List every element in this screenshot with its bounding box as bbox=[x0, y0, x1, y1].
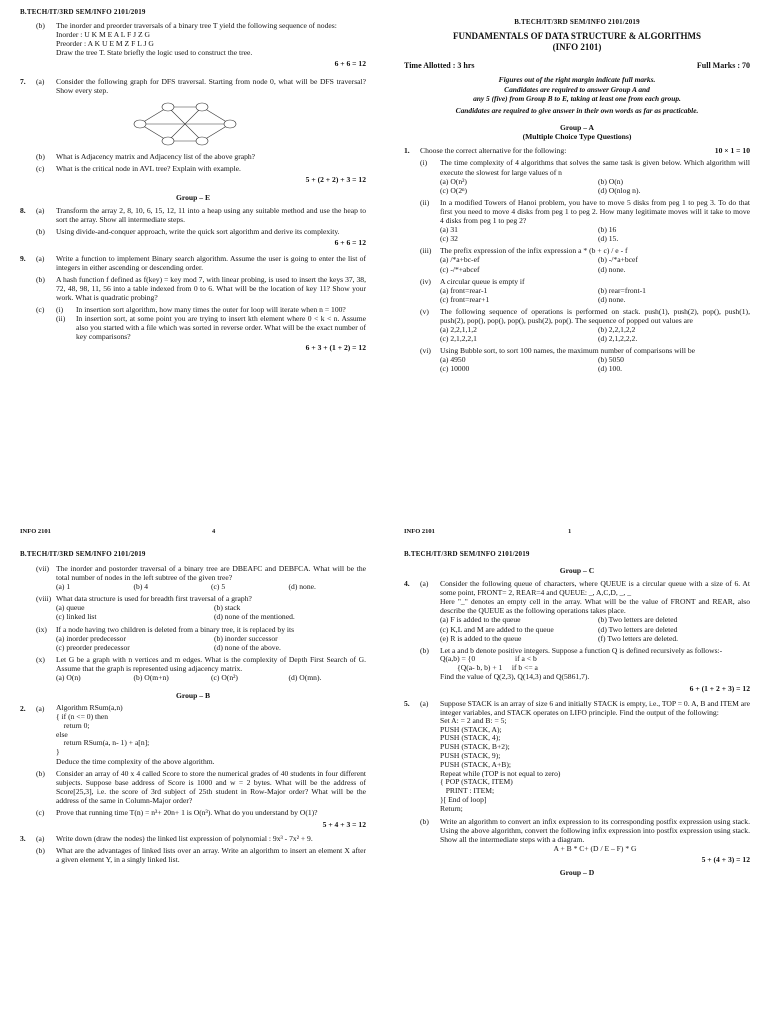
mcq-label: (iii) bbox=[420, 246, 432, 256]
mcq-spacer bbox=[20, 625, 36, 652]
mcq-option: (a) 2,2,1,1,2 bbox=[440, 325, 477, 335]
mcq-spacer bbox=[404, 346, 420, 373]
q7a-label: (a) bbox=[36, 76, 45, 86]
q9b-text: A hash function f defined as f(key) = key mod 7, with linear probing, is used to insert the keys 37, 38, 72, 48, 98, 11, 56 into a table indexed from 0 to 6. What will be the location of key 11? Show your work. What is quadratic probing? bbox=[56, 274, 366, 302]
mcq-option: (b) 4 bbox=[133, 582, 149, 592]
mcq-body bbox=[440, 246, 750, 273]
mcq-body bbox=[56, 564, 366, 591]
page-header: B.TECH/IT/3RD SEM/INFO 2101/2019 bbox=[20, 550, 146, 558]
q2a-label: (a) bbox=[36, 704, 45, 714]
q4a-option: (b) Two letters are deleted bbox=[598, 615, 678, 625]
q3b-text: What are the advantages of linked lists over an array. Write an algorithm to insert an element X after a given element Y, in a singly linked list. bbox=[56, 845, 366, 864]
mcq-question: Using Bubble sort, to sort 100 names, the maximum number of comparisons will be bbox=[440, 346, 695, 356]
page-header: B.TECH/IT/3RD SEM/INFO 2101/2019 bbox=[514, 18, 640, 26]
q6b-text: The inorder and preorder traversals of a binary tree T yield the following sequence of nodes: bbox=[56, 21, 337, 31]
mcq-options bbox=[440, 255, 750, 273]
dfs-graph-figure bbox=[130, 99, 240, 149]
q9c-ii-text: In insertion sort, at some point you are trying to insert kth element where 0 < k < n. Assume also you started with a file which was sorted in reverse order. What will be the exact number of key comparisons? bbox=[76, 314, 366, 342]
q4b-definition: Q(a,b) = {0 if a < b {Q(a- b, b) + 1 if b <= a bbox=[440, 653, 538, 672]
mcq-option: (d) none of the mentioned. bbox=[214, 612, 295, 622]
mcq-option: (d) 2,1,2,2,2. bbox=[598, 334, 638, 344]
mcq-option: (a) front=rear-1 bbox=[440, 285, 488, 295]
mcq-option: (a) 1 bbox=[56, 582, 71, 592]
q2c-text: Prove that running time T(n) = n³+ 20n+ 1 is O(n³). What do you understand by O(1)? bbox=[56, 808, 318, 818]
mcq-question: Let G be a graph with n vertices and m edges. What is the complexity of Depth First Search of G. Assume that the graph is represented using adjacency matrix. bbox=[56, 654, 366, 673]
page-header: B.TECH/IT/3RD SEM/INFO 2101/2019 bbox=[404, 550, 530, 558]
group-a-subheading: (Multiple Choice Type Questions) bbox=[522, 132, 632, 142]
q5b-text: Write an algorithm to convert an infix expression to its corresponding postfix expression using stack. Using the above algorithm, convert the following infix expression into postfix expression using stack. Show all the intermediate steps with a diagram. bbox=[440, 816, 750, 844]
instruction-margin: Figures out of the right margin indicate full marks. bbox=[498, 75, 656, 85]
q5a-label: (a) bbox=[420, 698, 429, 708]
q3a-label: (a) bbox=[36, 833, 45, 843]
mcq-body bbox=[440, 277, 750, 304]
instruction-own-words: Candidates are required to give answer in their own words as far as practicable. bbox=[455, 105, 699, 115]
group-e-heading: Group – E bbox=[175, 193, 211, 203]
full-marks: Full Marks : 70 bbox=[696, 61, 750, 71]
instruction-groups: any 5 (five) from Group B to E, taking at least one from each group. bbox=[473, 94, 681, 104]
mcq-question: If a node having two children is deleted from a binary tree, it is replaced by its bbox=[56, 624, 295, 634]
page-header: B.TECH/IT/3RD SEM/INFO 2101/2019 bbox=[20, 8, 146, 16]
q4-marks: 6 + (1 + 2 + 3) = 12 bbox=[689, 683, 750, 693]
mcq-item bbox=[404, 346, 750, 373]
mcq-option: (d) O(nlog n). bbox=[598, 185, 641, 195]
mcq-option: (d) 100. bbox=[598, 364, 623, 374]
q6b-inorder: Inorder : U K M E A L F J Z G bbox=[56, 30, 151, 40]
q7c-label: (c) bbox=[36, 163, 45, 173]
mcq-spacer bbox=[20, 594, 36, 621]
q9b-label: (b) bbox=[36, 274, 45, 284]
mcq-spacer bbox=[404, 246, 420, 273]
q6-marks: 6 + 6 = 12 bbox=[334, 59, 366, 69]
mcq-body bbox=[440, 346, 750, 373]
mcq-options bbox=[440, 177, 750, 195]
mcq-option: (b) O(m+n) bbox=[133, 673, 169, 683]
q2a-algorithm: Algorithm RSum(a,n) { if (n <= 0) then return 0; else return RSum(a, n- 1) + a[n]; } bbox=[56, 703, 150, 757]
mcq-options bbox=[440, 355, 750, 373]
q4b-label: (b) bbox=[420, 645, 429, 655]
mcq-label: (vi) bbox=[420, 346, 431, 356]
mcq-option: (b) inorder successor bbox=[214, 633, 278, 643]
mcq-item bbox=[20, 594, 366, 621]
q9-marks: 6 + 3 + (1 + 2) = 12 bbox=[305, 343, 366, 353]
q7-marks: 5 + (2 + 2) + 3 = 12 bbox=[305, 174, 366, 184]
q3-number: 3. bbox=[20, 833, 26, 843]
mcq-body bbox=[56, 594, 366, 621]
mcq-option: (a) O(n²) bbox=[440, 176, 467, 186]
q9c-ii-label: (ii) bbox=[56, 314, 66, 324]
q7b-label: (b) bbox=[36, 151, 45, 161]
mcq-question: A circular queue is empty if bbox=[440, 276, 525, 286]
q2-marks: 5 + 4 + 3 = 12 bbox=[322, 819, 366, 829]
q2c-label: (c) bbox=[36, 808, 45, 818]
page-1-footer-number: 1 bbox=[568, 528, 572, 535]
mcq-option: (d) O(mn). bbox=[288, 673, 322, 683]
q2-number: 2. bbox=[20, 704, 26, 714]
mcq-question: The following sequence of operations is performed on stack. push(1), push(2), pop(), push(1), push(2), pop(), pop(), pop(), push(2), pop(). The sequence of popped out values are bbox=[440, 306, 750, 325]
q9a-label: (a) bbox=[36, 253, 45, 263]
q4b-text: Let a and b denote positive integers. Suppose a function Q is defined recursively as follows:- bbox=[440, 645, 723, 655]
mcq-item bbox=[404, 198, 750, 243]
mcq-item bbox=[404, 307, 750, 343]
mcq-label: (i) bbox=[420, 158, 428, 168]
mcq-option: (c) O(n²) bbox=[211, 673, 238, 683]
q6b-draw: Draw the tree T. State briefly the logic used to construct the tree. bbox=[56, 48, 253, 58]
mcq-option: (c) -/*+abcef bbox=[440, 264, 480, 274]
mcq-option: (c) 2,1,2,2,1 bbox=[440, 334, 477, 344]
mcq-options bbox=[56, 673, 366, 682]
q8a-label: (a) bbox=[36, 206, 45, 216]
mcq-option: (c) 5 bbox=[211, 582, 226, 592]
mcq-item bbox=[20, 564, 366, 591]
mcq-options bbox=[56, 582, 366, 591]
q8b-text: Using divide-and-conquer approach, write the quick sort algorithm and derive its complexity. bbox=[56, 227, 340, 237]
mcq-spacer bbox=[404, 158, 420, 194]
mcq-options bbox=[56, 603, 366, 621]
mcq-option: (b) -/*a+bcef bbox=[598, 255, 638, 265]
page-4-footer-code: INFO 2101 bbox=[20, 528, 51, 535]
q8-marks: 6 + 6 = 12 bbox=[334, 238, 366, 248]
mcq-label: (vii) bbox=[36, 564, 50, 573]
mcq-option: (b) 5050 bbox=[598, 355, 624, 365]
page-2 bbox=[0, 512, 384, 1024]
q2b-label: (b) bbox=[36, 769, 45, 779]
q1-text: Choose the correct alternative for the following: bbox=[420, 146, 567, 156]
q4a-text-2: Here "_" denotes an empty cell in the array. What will be the value of FRONT and REAR, also describe the QUEUE as the following operations takes place. bbox=[440, 597, 750, 616]
q4b-find: Find the value of Q(2,3), Q(14,3) and Q(5861,7). bbox=[440, 672, 590, 682]
mcq-options bbox=[440, 325, 750, 343]
q5a-code: Set A: = 2 and B: = 5; PUSH (STACK, A); PUSH (STACK, 4); PUSH (STACK, B+2); PUSH (STACK, 9); PUSH (STACK, A+B); Repeat while (TOP is not equal to zero) { POP (STACK, ITEM) PRINT : ITEM; }[ End of loop] Return; bbox=[440, 715, 561, 813]
mcq-option: (b) 16 bbox=[598, 225, 617, 235]
mcq-label: (iv) bbox=[420, 276, 431, 286]
mcq-option: (c) O(2ⁿ) bbox=[440, 185, 468, 195]
q8a-text: Transform the array 2, 8, 10, 6, 15, 12, 11 into a heap using any suitable method and use the heap to sort the array. Show all intermediate steps. bbox=[56, 206, 366, 225]
q5b-label: (b) bbox=[420, 816, 429, 826]
group-c-heading: Group – C bbox=[559, 566, 595, 575]
q3b-label: (b) bbox=[36, 845, 45, 855]
mcq-question: The prefix expression of the infix expression a * (b + c) / e - f bbox=[440, 246, 628, 256]
mcq-item bbox=[404, 158, 750, 194]
q9c-i-label: (i) bbox=[56, 304, 64, 314]
mcq-spacer bbox=[404, 277, 420, 304]
mcq-body bbox=[440, 198, 750, 243]
mcq-option: (c) 32 bbox=[440, 234, 458, 244]
mcq-option: (b) 2,2,1,2,2 bbox=[598, 325, 636, 335]
mcq-label: (v) bbox=[420, 306, 429, 316]
mcq-option: (d) none. bbox=[288, 582, 316, 592]
mcq-item bbox=[20, 655, 366, 682]
mcq-label: (ii) bbox=[420, 197, 430, 207]
mcq-label: (ix) bbox=[36, 624, 47, 634]
mcq-item bbox=[20, 625, 366, 652]
q4a-option: (c) K,L and M are added to the queue bbox=[440, 624, 554, 634]
time-allotted: Time Allotted : 3 hrs bbox=[404, 61, 475, 71]
q4a-option: (d) Two letters are deleted bbox=[598, 624, 678, 634]
q9c-i-text: In insertion sort algorithm, how many times the outer for loop will iterate when n = 100? bbox=[76, 304, 346, 314]
q4a-label: (a) bbox=[420, 579, 429, 589]
q1-number: 1. bbox=[404, 146, 410, 156]
page-4-footer-number: 4 bbox=[212, 528, 216, 535]
group-d-heading: Group – D bbox=[559, 868, 595, 878]
q6b-label: (b) bbox=[36, 21, 45, 31]
mcq-option: (d) none. bbox=[598, 264, 626, 274]
paper-code: (INFO 2101) bbox=[552, 42, 602, 53]
mcq-option: (a) inorder predecessor bbox=[56, 633, 126, 643]
q9c-label: (c) bbox=[36, 304, 45, 314]
q3a-text: Write down (draw the nodes) the linked list expression of polynomial : 9x³ - 7x² + 9. bbox=[56, 833, 313, 843]
q2a-text: Deduce the time complexity of the above algorithm. bbox=[56, 757, 215, 766]
mcq-option: (b) O(n) bbox=[598, 176, 624, 186]
mcq-option: (a) 31 bbox=[440, 225, 458, 235]
q1-marks: 10 × 1 = 10 bbox=[714, 146, 750, 156]
mcq-option: (d) none of the above. bbox=[214, 642, 281, 652]
mcq-option: (d) 15. bbox=[598, 234, 619, 244]
mcq-question: The time complexity of 4 algorithms that solves the same task is given below. Which algorithm will execute the slowest for large values of n bbox=[440, 158, 750, 177]
mcq-options bbox=[440, 225, 750, 243]
mcq-spacer bbox=[20, 655, 36, 682]
mcq-option: (c) linked list bbox=[56, 612, 97, 622]
mcq-body bbox=[440, 158, 750, 194]
page-3 bbox=[384, 512, 768, 1024]
mcq-option: (a) O(n) bbox=[56, 673, 81, 683]
page-1-footer-code: INFO 2101 bbox=[404, 528, 435, 535]
mcq-question: The inorder and postorder traversal of a binary tree are DBEAFC and DEBFCA. What will be the total number of nodes in the left subtree of the given tree? bbox=[56, 564, 366, 583]
mcq-options bbox=[56, 634, 366, 652]
mcq-option: (a) queue bbox=[56, 603, 85, 613]
mcq-option: (c) 10000 bbox=[440, 364, 470, 374]
q4a-option: (e) R is added to the queue bbox=[440, 633, 522, 643]
mcq-option: (b) rear=front-1 bbox=[598, 285, 646, 295]
mcq-label: (x) bbox=[36, 654, 45, 664]
q7b-text: What is Adjacency matrix and Adjacency list of the above graph? bbox=[56, 151, 256, 161]
q8b-label: (b) bbox=[36, 227, 45, 237]
mcq-question: In a modified Towers of Hanoi problem, you have to move 5 disks from peg 1 to peg 3. To do that first you need to move 4 disks from peg 1 to peg 2. How many legitimate moves will it take to move 4 disks from peg 1 to peg 2? bbox=[440, 197, 750, 226]
q7c-text: What is the critical node in AVL tree? Explain with example. bbox=[56, 163, 241, 173]
group-a-heading: Group – A bbox=[559, 123, 595, 133]
mcq-spacer bbox=[404, 307, 420, 343]
q9-number: 9. bbox=[20, 253, 26, 263]
q7a-text: Consider the following graph for DFS traversal. Starting from node 0, what will be DFS traversal? Show every step. bbox=[56, 76, 366, 95]
q4a-option: (a) F is added to the queue bbox=[440, 615, 521, 625]
q5b-expression: A + B * C+ (D / E – F) * G bbox=[553, 843, 637, 853]
mcq-label: (viii) bbox=[36, 594, 52, 604]
mcq-body bbox=[440, 307, 750, 343]
instruction-group-a: Candidates are required to answer Group A and bbox=[504, 84, 650, 94]
q4-number: 4. bbox=[404, 579, 410, 589]
q4a-text: Consider the following queue of characters, where QUEUE is a circular queue with a size of 6. At some point, FRONT= 2, REAR=4 and QUEUE: _, A,C,D, _, _ bbox=[440, 579, 750, 598]
mcq-question: What data structure is used for breadth first traversal of a graph? bbox=[56, 594, 252, 604]
mcq-item bbox=[404, 277, 750, 304]
q7-number: 7. bbox=[20, 76, 26, 86]
mcq-body bbox=[56, 655, 366, 682]
mcq-option: (c) front=rear+1 bbox=[440, 294, 490, 304]
mcq-option: (d) none. bbox=[598, 294, 626, 304]
mcq-body bbox=[56, 625, 366, 652]
page-1 bbox=[384, 0, 768, 512]
mcq-option: (c) preorder predecessor bbox=[56, 642, 130, 652]
q5-number: 5. bbox=[404, 698, 410, 708]
q6b-preorder: Preorder : A K U E M Z F L J G bbox=[56, 39, 154, 49]
group-b-heading: Group – B bbox=[175, 691, 211, 701]
mcq-option: (b) stack bbox=[214, 603, 241, 613]
q4a-option: (f) Two letters are deleted. bbox=[598, 633, 679, 643]
q9a-text: Write a function to implement Binary search algorithm. Assume the user is going to enter the list of integers in either ascending or descending order. bbox=[56, 253, 366, 272]
q5-marks: 5 + (4 + 3) = 12 bbox=[701, 854, 750, 864]
q8-number: 8. bbox=[20, 206, 26, 216]
q2b-text: Consider an array of 40 x 4 called Score to store the numerical grades of 40 students in four different subjects. Suppose base address of Score is 1000 and w = 2 bytes. What will be the address of Score[25,3], i.e. the score of 3rd subject of 25th student in Row-Major order? What will be the address of the same in Column-Major order? bbox=[56, 769, 366, 806]
mcq-item bbox=[404, 246, 750, 273]
paper-title: FUNDAMENTALS OF DATA STRUCTURE & ALGORITHMS bbox=[453, 31, 701, 42]
page-4 bbox=[0, 0, 384, 512]
mcq-spacer bbox=[20, 564, 36, 591]
mcq-spacer bbox=[404, 198, 420, 243]
mcq-option: (a) /*a+bc-ef bbox=[440, 255, 480, 265]
mcq-options bbox=[440, 286, 750, 304]
q5a-text: Suppose STACK is an array of size 6 and initially STACK is empty, i.e., TOP = 0. A, B and ITEM are integer variables, and STACK operates on LIFO principle. Find the output of the following: bbox=[440, 698, 750, 717]
mcq-option: (a) 4950 bbox=[440, 355, 466, 365]
